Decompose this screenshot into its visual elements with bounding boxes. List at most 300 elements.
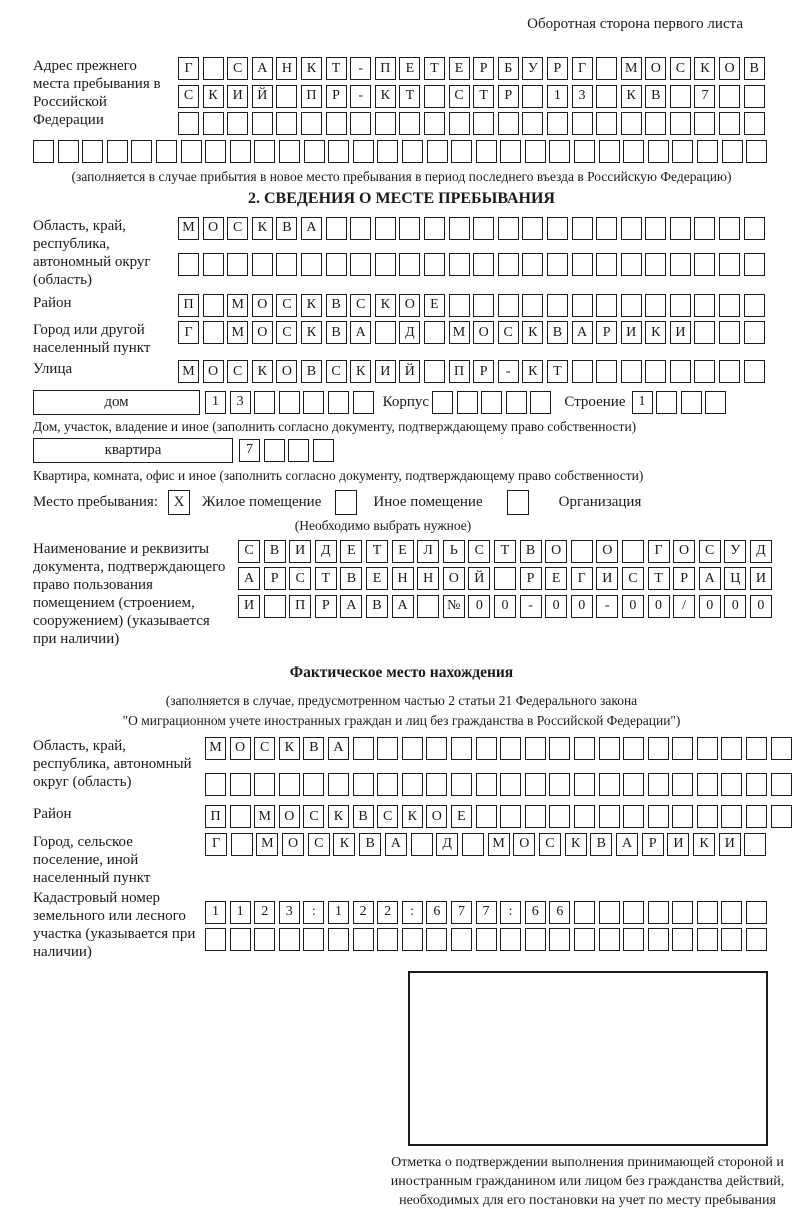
char-cell[interactable]: В	[303, 737, 324, 760]
char-cell[interactable]	[254, 773, 275, 796]
char-cell[interactable]	[353, 140, 374, 163]
char-cell[interactable]	[377, 773, 398, 796]
char-cell[interactable]	[156, 140, 177, 163]
char-cell[interactable]	[451, 773, 472, 796]
char-cell[interactable]	[498, 112, 519, 135]
char-cell[interactable]	[530, 391, 551, 414]
char-cell[interactable]	[621, 253, 642, 276]
char-cell[interactable]: С	[449, 85, 470, 108]
char-cell[interactable]	[326, 112, 347, 135]
char-cell[interactable]	[58, 140, 79, 163]
char-cell[interactable]: Т	[399, 85, 420, 108]
char-cell[interactable]: К	[333, 833, 355, 856]
char-cell[interactable]	[645, 217, 666, 240]
char-cell[interactable]: С	[699, 540, 721, 563]
char-cell[interactable]	[697, 140, 718, 163]
char-cell[interactable]: В	[276, 217, 297, 240]
char-cell[interactable]: М	[621, 57, 642, 80]
char-cell[interactable]	[33, 140, 54, 163]
char-cell[interactable]	[288, 439, 309, 462]
char-cell[interactable]: В	[301, 360, 322, 383]
char-cell[interactable]: 7	[239, 439, 260, 462]
char-cell[interactable]	[522, 217, 543, 240]
char-cell[interactable]	[276, 112, 297, 135]
char-cell[interactable]	[621, 294, 642, 317]
char-cell[interactable]: Т	[366, 540, 388, 563]
char-cell[interactable]	[572, 253, 593, 276]
char-cell[interactable]	[672, 140, 693, 163]
char-cell[interactable]	[574, 737, 595, 760]
char-cell[interactable]: Е	[449, 57, 470, 80]
char-cell[interactable]	[596, 112, 617, 135]
korpus-cells[interactable]	[432, 391, 551, 414]
char-cell[interactable]	[574, 773, 595, 796]
char-cell[interactable]	[301, 112, 322, 135]
char-cell[interactable]	[599, 773, 620, 796]
char-cell[interactable]: Р	[264, 567, 286, 590]
char-cell[interactable]	[572, 217, 593, 240]
char-cell[interactable]	[131, 140, 152, 163]
char-cell[interactable]	[525, 773, 546, 796]
char-cell[interactable]	[744, 85, 765, 108]
char-cell[interactable]: О	[276, 360, 297, 383]
char-cell[interactable]	[205, 928, 226, 951]
char-cell[interactable]: Й	[399, 360, 420, 383]
rayon-row[interactable]	[178, 294, 765, 317]
char-cell[interactable]	[645, 294, 666, 317]
char-cell[interactable]: О	[596, 540, 618, 563]
char-cell[interactable]	[719, 112, 740, 135]
char-cell[interactable]: О	[645, 57, 666, 80]
char-cell[interactable]	[264, 595, 286, 618]
char-cell[interactable]: С	[498, 321, 519, 344]
char-cell[interactable]: 3	[572, 85, 593, 108]
char-cell[interactable]: О	[282, 833, 304, 856]
char-cell[interactable]	[304, 140, 325, 163]
char-cell[interactable]	[279, 391, 300, 414]
char-cell[interactable]	[473, 294, 494, 317]
char-cell[interactable]	[230, 805, 251, 828]
char-cell[interactable]	[276, 85, 297, 108]
char-cell[interactable]	[572, 294, 593, 317]
char-cell[interactable]: Ц	[724, 567, 746, 590]
char-cell[interactable]	[476, 737, 497, 760]
char-cell[interactable]: В	[366, 595, 388, 618]
char-cell[interactable]	[402, 773, 423, 796]
char-cell[interactable]	[599, 737, 620, 760]
char-cell[interactable]	[402, 737, 423, 760]
char-cell[interactable]	[719, 294, 740, 317]
char-cell[interactable]: И	[375, 360, 396, 383]
char-cell[interactable]	[326, 253, 347, 276]
char-cell[interactable]	[697, 773, 718, 796]
char-cell[interactable]: Е	[424, 294, 445, 317]
char-cell[interactable]	[746, 901, 767, 924]
char-cell[interactable]	[424, 85, 445, 108]
char-cell[interactable]: К	[375, 294, 396, 317]
char-cell[interactable]	[498, 217, 519, 240]
char-cell[interactable]: В	[590, 833, 612, 856]
char-cell[interactable]	[672, 737, 693, 760]
char-cell[interactable]: К	[252, 217, 273, 240]
char-cell[interactable]: 3	[279, 901, 300, 924]
char-cell[interactable]: -	[350, 57, 371, 80]
char-cell[interactable]: С	[238, 540, 260, 563]
char-cell[interactable]	[377, 737, 398, 760]
char-cell[interactable]: К	[301, 294, 322, 317]
char-cell[interactable]	[574, 140, 595, 163]
char-cell[interactable]: О	[252, 321, 273, 344]
char-cell[interactable]: В	[326, 294, 347, 317]
char-cell[interactable]: Т	[315, 567, 337, 590]
char-cell[interactable]: И	[621, 321, 642, 344]
char-cell[interactable]	[328, 140, 349, 163]
char-cell[interactable]	[648, 737, 669, 760]
char-cell[interactable]: -	[596, 595, 618, 618]
char-cell[interactable]	[694, 253, 715, 276]
char-cell[interactable]: В	[326, 321, 347, 344]
char-cell[interactable]: К	[522, 360, 543, 383]
char-cell[interactable]: М	[449, 321, 470, 344]
char-cell[interactable]: С	[539, 833, 561, 856]
kvartira-cells[interactable]	[239, 439, 334, 462]
char-cell[interactable]: 2	[353, 901, 374, 924]
char-cell[interactable]: А	[301, 217, 322, 240]
char-cell[interactable]: Б	[498, 57, 519, 80]
char-cell[interactable]: 0	[699, 595, 721, 618]
char-cell[interactable]	[449, 217, 470, 240]
char-cell[interactable]: П	[205, 805, 226, 828]
char-cell[interactable]	[426, 737, 447, 760]
char-cell[interactable]	[648, 901, 669, 924]
char-cell[interactable]	[107, 140, 128, 163]
char-cell[interactable]: :	[303, 901, 324, 924]
prev-address-row-1[interactable]	[178, 57, 765, 80]
char-cell[interactable]: 2	[254, 901, 275, 924]
char-cell[interactable]: О	[399, 294, 420, 317]
char-cell[interactable]	[670, 112, 691, 135]
char-cell[interactable]: Р	[547, 57, 568, 80]
char-cell[interactable]	[681, 391, 702, 414]
char-cell[interactable]	[623, 140, 644, 163]
char-cell[interactable]	[230, 140, 251, 163]
char-cell[interactable]: М	[256, 833, 278, 856]
prev-address-row-4[interactable]	[33, 140, 770, 163]
char-cell[interactable]	[353, 391, 374, 414]
char-cell[interactable]: К	[565, 833, 587, 856]
char-cell[interactable]	[694, 294, 715, 317]
char-cell[interactable]: И	[670, 321, 691, 344]
char-cell[interactable]: И	[596, 567, 618, 590]
char-cell[interactable]: 1	[547, 85, 568, 108]
char-cell[interactable]	[547, 112, 568, 135]
char-cell[interactable]	[549, 928, 570, 951]
char-cell[interactable]: У	[724, 540, 746, 563]
char-cell[interactable]	[622, 540, 644, 563]
char-cell[interactable]: П	[449, 360, 470, 383]
char-cell[interactable]: -	[520, 595, 542, 618]
char-cell[interactable]	[328, 391, 349, 414]
char-cell[interactable]: И	[750, 567, 772, 590]
oblast-row-1[interactable]	[178, 217, 765, 240]
char-cell[interactable]	[350, 112, 371, 135]
char-cell[interactable]: 6	[426, 901, 447, 924]
char-cell[interactable]	[771, 737, 792, 760]
char-cell[interactable]: К	[252, 360, 273, 383]
dok-row-1[interactable]	[238, 540, 772, 563]
char-cell[interactable]	[449, 253, 470, 276]
char-cell[interactable]	[205, 773, 226, 796]
char-cell[interactable]	[721, 928, 742, 951]
char-cell[interactable]	[572, 360, 593, 383]
char-cell[interactable]: С	[227, 57, 248, 80]
char-cell[interactable]: 0	[545, 595, 567, 618]
char-cell[interactable]	[744, 833, 766, 856]
oblast-row-2[interactable]	[178, 253, 765, 276]
char-cell[interactable]	[645, 253, 666, 276]
char-cell[interactable]: С	[622, 567, 644, 590]
char-cell[interactable]: Е	[366, 567, 388, 590]
char-cell[interactable]	[353, 928, 374, 951]
char-cell[interactable]	[697, 928, 718, 951]
char-cell[interactable]	[670, 294, 691, 317]
char-cell[interactable]	[203, 253, 224, 276]
char-cell[interactable]	[399, 217, 420, 240]
char-cell[interactable]: С	[254, 737, 275, 760]
dom-cells[interactable]	[205, 391, 374, 414]
char-cell[interactable]	[432, 391, 453, 414]
char-cell[interactable]: 7	[694, 85, 715, 108]
char-cell[interactable]: С	[308, 833, 330, 856]
char-cell[interactable]	[411, 833, 433, 856]
char-cell[interactable]	[719, 85, 740, 108]
char-cell[interactable]	[303, 928, 324, 951]
char-cell[interactable]	[744, 360, 765, 383]
char-cell[interactable]	[426, 928, 447, 951]
char-cell[interactable]	[648, 928, 669, 951]
char-cell[interactable]	[672, 805, 693, 828]
char-cell[interactable]	[522, 253, 543, 276]
char-cell[interactable]: Р	[315, 595, 337, 618]
char-cell[interactable]	[596, 217, 617, 240]
char-cell[interactable]	[719, 321, 740, 344]
char-cell[interactable]	[599, 805, 620, 828]
char-cell[interactable]: С	[468, 540, 490, 563]
char-cell[interactable]: Р	[473, 57, 494, 80]
char-cell[interactable]	[375, 321, 396, 344]
char-cell[interactable]: Р	[326, 85, 347, 108]
char-cell[interactable]	[181, 140, 202, 163]
char-cell[interactable]	[178, 253, 199, 276]
char-cell[interactable]	[500, 928, 521, 951]
char-cell[interactable]: 0	[571, 595, 593, 618]
char-cell[interactable]: К	[402, 805, 423, 828]
char-cell[interactable]: 1	[328, 901, 349, 924]
char-cell[interactable]: М	[205, 737, 226, 760]
char-cell[interactable]: А	[252, 57, 273, 80]
char-cell[interactable]: О	[252, 294, 273, 317]
char-cell[interactable]: С	[377, 805, 398, 828]
char-cell[interactable]: Е	[545, 567, 567, 590]
char-cell[interactable]: Г	[571, 567, 593, 590]
char-cell[interactable]	[476, 773, 497, 796]
char-cell[interactable]	[746, 928, 767, 951]
char-cell[interactable]	[656, 391, 677, 414]
char-cell[interactable]	[648, 805, 669, 828]
char-cell[interactable]: Т	[648, 567, 670, 590]
char-cell[interactable]	[451, 140, 472, 163]
char-cell[interactable]	[426, 773, 447, 796]
char-cell[interactable]	[705, 391, 726, 414]
char-cell[interactable]: 0	[494, 595, 516, 618]
char-cell[interactable]: А	[699, 567, 721, 590]
char-cell[interactable]	[670, 217, 691, 240]
char-cell[interactable]	[574, 928, 595, 951]
char-cell[interactable]: 0	[622, 595, 644, 618]
char-cell[interactable]	[498, 294, 519, 317]
char-cell[interactable]	[670, 253, 691, 276]
char-cell[interactable]: 1	[205, 901, 226, 924]
char-cell[interactable]	[599, 928, 620, 951]
char-cell[interactable]	[203, 321, 224, 344]
char-cell[interactable]: 1	[632, 391, 653, 414]
fact-oblast-row-1[interactable]	[205, 737, 792, 760]
char-cell[interactable]: 0	[468, 595, 490, 618]
char-cell[interactable]	[203, 294, 224, 317]
char-cell[interactable]: П	[289, 595, 311, 618]
char-cell[interactable]: К	[279, 737, 300, 760]
gorod-row[interactable]	[178, 321, 765, 344]
char-cell[interactable]	[203, 57, 224, 80]
char-cell[interactable]: В	[520, 540, 542, 563]
char-cell[interactable]	[746, 805, 767, 828]
char-cell[interactable]: Д	[399, 321, 420, 344]
char-cell[interactable]: П	[178, 294, 199, 317]
char-cell[interactable]	[494, 567, 516, 590]
char-cell[interactable]	[500, 805, 521, 828]
char-cell[interactable]	[476, 140, 497, 163]
char-cell[interactable]	[719, 360, 740, 383]
prev-address-row-3[interactable]	[178, 112, 765, 135]
char-cell[interactable]: А	[328, 737, 349, 760]
char-cell[interactable]: А	[616, 833, 638, 856]
char-cell[interactable]: С	[227, 217, 248, 240]
char-cell[interactable]	[473, 217, 494, 240]
char-cell[interactable]: Н	[392, 567, 414, 590]
char-cell[interactable]: :	[500, 901, 521, 924]
char-cell[interactable]	[252, 112, 273, 135]
char-cell[interactable]: Д	[436, 833, 458, 856]
char-cell[interactable]: 7	[451, 901, 472, 924]
char-cell[interactable]: Е	[451, 805, 472, 828]
fact-oblast-row-2[interactable]	[205, 773, 792, 796]
char-cell[interactable]	[670, 85, 691, 108]
char-cell[interactable]	[525, 737, 546, 760]
char-cell[interactable]: К	[694, 57, 715, 80]
char-cell[interactable]: О	[203, 217, 224, 240]
char-cell[interactable]	[279, 773, 300, 796]
kadastr-row-1[interactable]	[205, 901, 767, 924]
char-cell[interactable]: М	[178, 217, 199, 240]
char-cell[interactable]: Р	[673, 567, 695, 590]
char-cell[interactable]	[744, 112, 765, 135]
dok-row-3[interactable]	[238, 595, 772, 618]
char-cell[interactable]: Н	[417, 567, 439, 590]
char-cell[interactable]	[522, 294, 543, 317]
char-cell[interactable]	[571, 540, 593, 563]
char-cell[interactable]	[672, 773, 693, 796]
char-cell[interactable]	[623, 901, 644, 924]
char-cell[interactable]	[402, 140, 423, 163]
char-cell[interactable]	[645, 360, 666, 383]
char-cell[interactable]	[547, 253, 568, 276]
char-cell[interactable]: С	[289, 567, 311, 590]
char-cell[interactable]	[599, 140, 620, 163]
char-cell[interactable]: С	[303, 805, 324, 828]
char-cell[interactable]: В	[744, 57, 765, 80]
char-cell[interactable]	[719, 253, 740, 276]
char-cell[interactable]	[525, 140, 546, 163]
char-cell[interactable]	[596, 57, 617, 80]
char-cell[interactable]	[500, 773, 521, 796]
char-cell[interactable]	[203, 112, 224, 135]
char-cell[interactable]: Р	[642, 833, 664, 856]
kadastr-row-2[interactable]	[205, 928, 767, 951]
char-cell[interactable]	[648, 140, 669, 163]
char-cell[interactable]	[230, 773, 251, 796]
char-cell[interactable]: А	[385, 833, 407, 856]
char-cell[interactable]	[230, 928, 251, 951]
char-cell[interactable]: 1	[230, 901, 251, 924]
char-cell[interactable]: М	[178, 360, 199, 383]
char-cell[interactable]: Н	[276, 57, 297, 80]
char-cell[interactable]: М	[488, 833, 510, 856]
char-cell[interactable]: -	[350, 85, 371, 108]
char-cell[interactable]	[549, 805, 570, 828]
char-cell[interactable]	[719, 217, 740, 240]
char-cell[interactable]	[506, 391, 527, 414]
char-cell[interactable]: Г	[178, 321, 199, 344]
stroenie-cells[interactable]	[632, 391, 727, 414]
char-cell[interactable]	[500, 140, 521, 163]
char-cell[interactable]: 6	[549, 901, 570, 924]
char-cell[interactable]	[721, 901, 742, 924]
char-cell[interactable]	[694, 360, 715, 383]
char-cell[interactable]	[722, 140, 743, 163]
char-cell[interactable]	[353, 773, 374, 796]
char-cell[interactable]	[424, 253, 445, 276]
char-cell[interactable]	[746, 737, 767, 760]
char-cell[interactable]: 1	[205, 391, 226, 414]
char-cell[interactable]: О	[513, 833, 535, 856]
char-cell[interactable]	[672, 928, 693, 951]
char-cell[interactable]	[525, 928, 546, 951]
char-cell[interactable]	[451, 737, 472, 760]
char-cell[interactable]	[771, 805, 792, 828]
char-cell[interactable]: К	[693, 833, 715, 856]
char-cell[interactable]: Р	[520, 567, 542, 590]
char-cell[interactable]	[596, 85, 617, 108]
fact-gorod-row[interactable]	[205, 833, 766, 856]
char-cell[interactable]: Д	[315, 540, 337, 563]
char-cell[interactable]: И	[667, 833, 689, 856]
char-cell[interactable]	[427, 140, 448, 163]
char-cell[interactable]	[227, 112, 248, 135]
char-cell[interactable]: У	[522, 57, 543, 80]
char-cell[interactable]: /	[673, 595, 695, 618]
char-cell[interactable]: Г	[205, 833, 227, 856]
char-cell[interactable]: О	[673, 540, 695, 563]
